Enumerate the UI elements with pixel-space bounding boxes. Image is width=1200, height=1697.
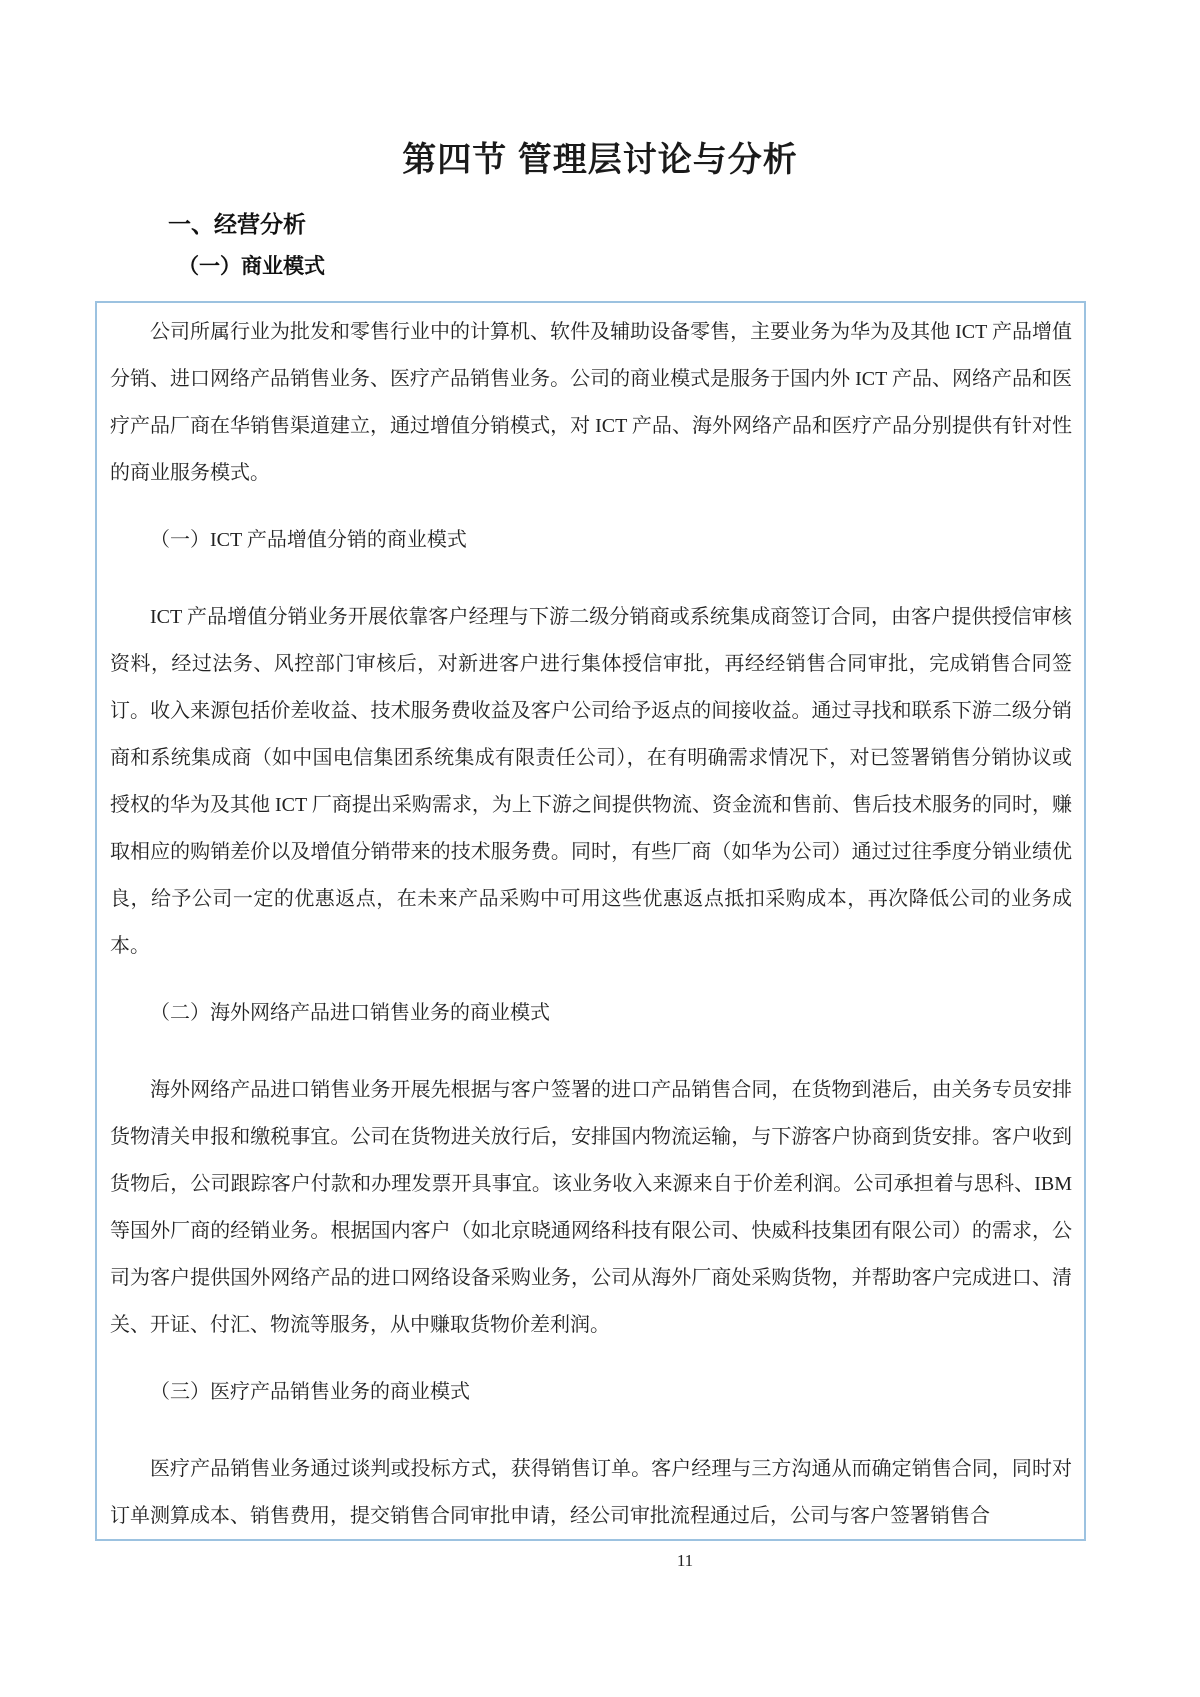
paragraph-overseas-import-model: 海外网络产品进口销售业务开展先根据与客户签署的进口产品销售合同，在货物到港后，由关务专员安排货物清关申报和缴税事宜。公司在货物进关放行后，安排国内物流运输，与下游客户协商到货安排。客户收到货物后，公司跟踪客户付款和办理发票开具事宜。该业务收入来源来自于价差利润。公司承担着与思科、IBM 等国外厂商的经销业务。根据国内客户（如北京晓通网络科技有限公司、快威科技集团有限公司）的需求，公司为客户提供国外网络产品的进口网络设备采购业务，公司从海外厂商处采购货物，并帮助客户完成进口、清关、开证、付汇、物流等服务，从中赚取货物价差利润。 [110,1079,1072,1336]
heading-business-model: （一）商业模式 [178,255,325,278]
paragraph-ict-distribution-model: ICT 产品增值分销业务开展依靠客户经理与下游二级分销商或系统集成商签订合同，由客户提供授信审核资料，经过法务、风控部门审核后，对新进客户进行集体授信审批，再经经销售合同审批，完成销售合同签订。收入来源包括价差收益、技术服务费收益及客户公司给予返点的间接收益。通过寻找和联系下游二级分销商和系统集成商（如中国电信集团系统集成有限责任公司），在有明确需求情况下，对已签署销售分销协议或授权的华为及其他 ICT 厂商提出采购需求，为上下游之间提供物流、资金流和售前、售后技术服务的同时，赚取相应的购销差价以及增值分销带来的技术服务费。同时，有些厂商（如华为公司）通过过往季度分销业绩优良，给予公司一定的优惠返点，在未来产品采购中可用这些优惠返点抵扣采购成本，再次降低公司的业务成本。 [110,606,1072,957]
content-box [95,301,1086,1541]
paragraph-medical-sales-model: 医疗产品销售业务通过谈判或投标方式，获得销售订单。客户经理与三方沟通从而确定销售合同，同时对订单测算成本、销售费用，提交销售合同审批申请，经公司审批流程通过后，公司与客户签署销售合 [110,1458,1072,1527]
page-number: 11 [676,1551,694,1570]
paragraph-industry-overview: 公司所属行业为批发和零售行业中的计算机、软件及辅助设备零售，主要业务为华为及其他 ICT 产品增值分销、进口网络产品销售业务、医疗产品销售业务。公司的商业模式是服务于国内外 ICT 产品、网络产品和医疗产品厂商在华销售渠道建立，通过增值分销模式，对 ICT 产品、海外网络产品和医疗产品分别提供有针对性的商业服务模式。 [110,321,1072,484]
section-title: 第四节 管理层讨论与分析 [402,141,798,179]
subheading-ict-distribution-model: （一）ICT 产品增值分销的商业模式 [150,529,467,551]
subheading-medical-sales-model: （三）医疗产品销售业务的商业模式 [150,1381,470,1403]
heading-business-analysis: 一、经营分析 [168,211,306,237]
subheading-overseas-import-model: （二）海外网络产品进口销售业务的商业模式 [150,1002,550,1024]
